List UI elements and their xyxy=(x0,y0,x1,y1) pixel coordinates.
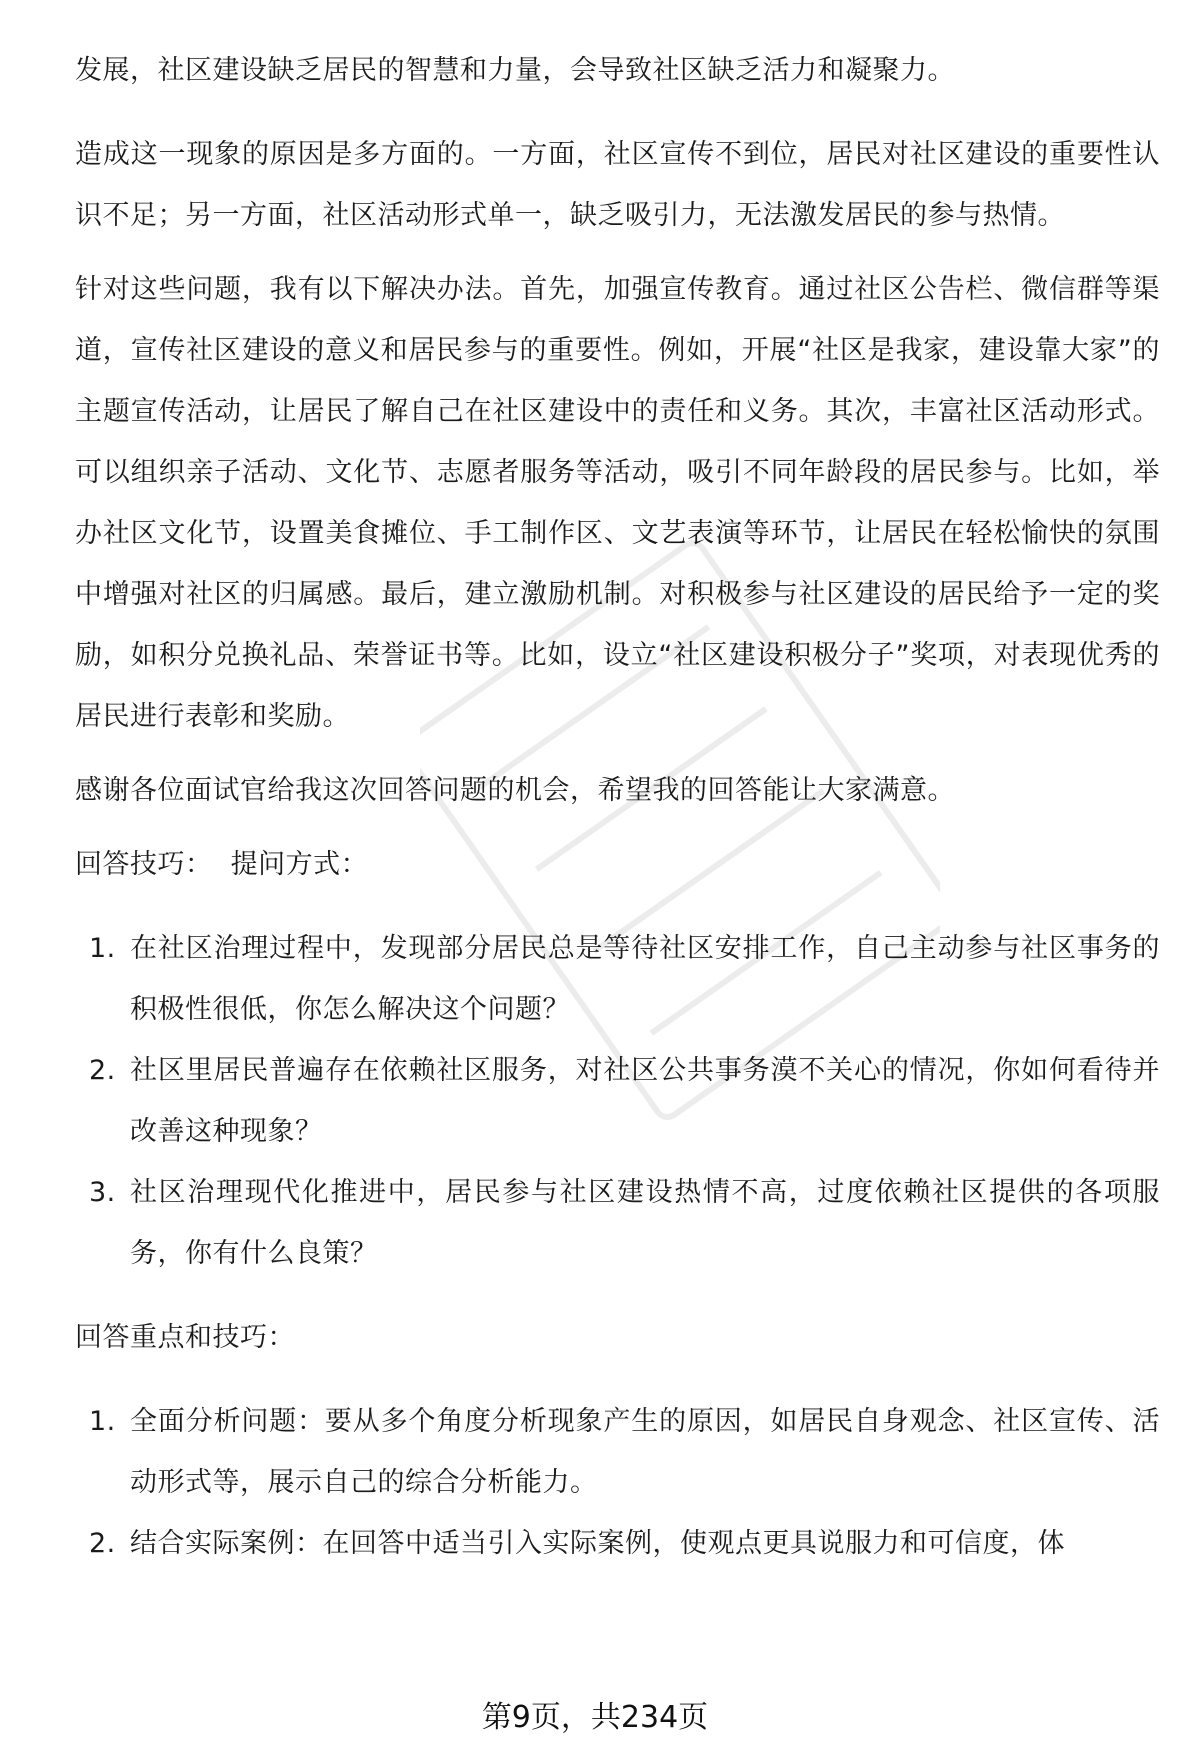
list-number: 2. xyxy=(89,1528,116,1559)
list-item-text: 结合实际案例：在回答中适当引入实际案例，使观点更具说服力和可信度，体 xyxy=(130,1528,1065,1559)
list-item xyxy=(75,1162,1160,1284)
list-item-text: 社区治理现代化推进中，居民参与社区建设热情不高，过度依赖社区提供的各项服务，你有什么良策？ xyxy=(130,1177,1160,1269)
paragraph: 感谢各位面试官给我这次回答问题的机会，希望我的回答能让大家满意。 xyxy=(75,775,955,806)
paragraph: 造成这一现象的原因是多方面的。一方面，社区宣传不到位，居民对社区建设的重要性认识不足；另一方面，社区活动形式单一，缺乏吸引力，无法激发居民的参与热情。 xyxy=(75,139,1160,231)
list-item xyxy=(75,1513,1160,1574)
list-number: 2. xyxy=(89,1055,116,1086)
list-item-text: 全面分析问题：要从多个角度分析现象产生的原因，如居民自身观念、社区宣传、活动形式等，展示自己的综合分析能力。 xyxy=(130,1406,1160,1498)
list-number: 1. xyxy=(89,933,116,964)
paragraph: 发展，社区建设缺乏居民的智慧和力量，会导致社区缺乏活力和凝聚力。 xyxy=(75,55,955,86)
list-item xyxy=(75,918,1160,1040)
document-body xyxy=(75,40,1160,1597)
list-item-text: 在社区治理过程中，发现部分居民总是等待社区安排工作，自己主动参与社区事务的积极性很低，你怎么解决这个问题？ xyxy=(130,933,1160,1025)
list-number: 3. xyxy=(89,1177,116,1208)
key-points-label: 回答重点和技巧： xyxy=(75,1322,295,1353)
list-number: 1. xyxy=(89,1406,116,1437)
tips-label: 回答技巧： 提问方式： xyxy=(75,849,369,880)
question-list xyxy=(75,918,1160,1284)
page-footer: 第9页，共234页 xyxy=(481,1700,709,1735)
paragraph: 针对这些问题，我有以下解决办法。首先，加强宣传教育。通过社区公告栏、微信群等渠道，宣传社区建设的意义和居民参与的重要性。例如，开展“社区是我家，建设靠大家”的主题宣传活动，让居民了解自己在社区建设中的责任和义务。其次，丰富社区活动形式。可以组织亲子活动、文化节、志愿者服务等活动，吸引不同年龄段的居民参与。比如，举办社区文化节，设置美食摊位、手工制作区、文艺表演等环节，让居民在轻松愉快的氛围中增强对社区的归属感。最后，建立激励机制。对积极参与社区建设的居民给予一定的奖励，如积分兑换礼品、荣誉证书等。比如，设立“社区建设积极分子”奖项，对表现优秀的居民进行表彰和奖励。 xyxy=(75,274,1160,732)
list-item xyxy=(75,1040,1160,1162)
list-item-text: 社区里居民普遍存在依赖社区服务，对社区公共事务漠不关心的情况，你如何看待并改善这种现象？ xyxy=(130,1055,1160,1147)
list-item xyxy=(75,1391,1160,1513)
key-points-list xyxy=(75,1391,1160,1574)
